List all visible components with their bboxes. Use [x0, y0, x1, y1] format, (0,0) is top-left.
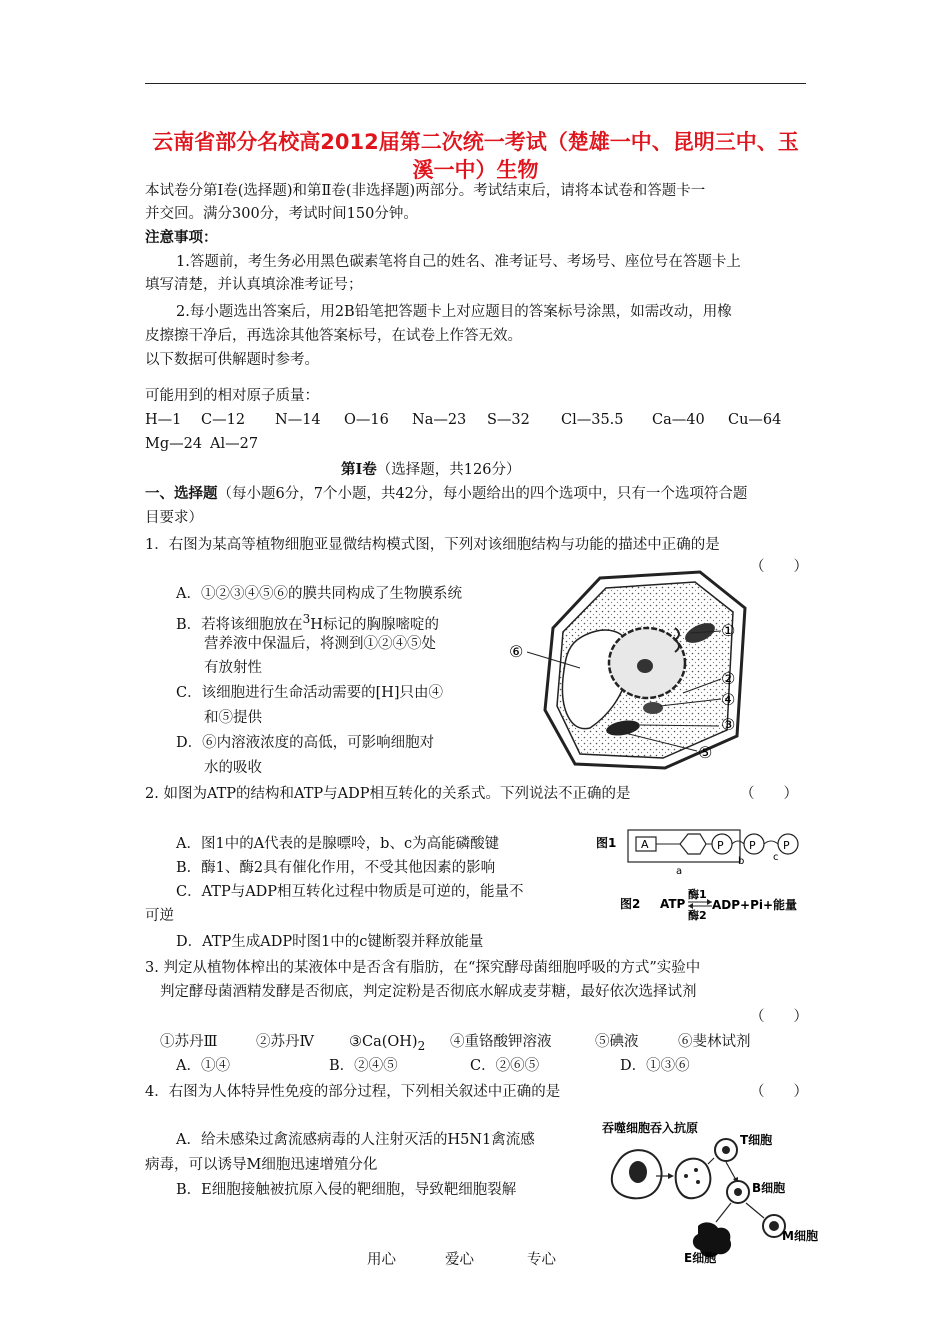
presenting-cell: [676, 1159, 711, 1199]
footer-word-1: 用心: [367, 1252, 396, 1268]
fig2-enzyme-2: 酶2: [688, 909, 707, 922]
q1-option-b-post: H标记的胸腺嘧啶的: [310, 616, 439, 633]
arrow-b-to-m: [746, 1203, 764, 1218]
q2-option-c-line-2: 可逆: [145, 908, 174, 924]
fig1-ribose: [680, 834, 706, 854]
q3-option-d: D．①③⑥: [620, 1058, 690, 1074]
arrow-t-to-b: [726, 1162, 736, 1180]
part-1-line-2: 目要求）: [145, 510, 203, 526]
q1-option-b-line-2: 营养液中保温后，将测到①②④⑤处: [204, 636, 436, 652]
fig1-bond-b: [732, 841, 744, 844]
q1-answer-bracket: （ ）: [750, 559, 808, 575]
q1-stem: 1．右图为某高等植物细胞亚显微结构模式图，下列对该细胞结构与功能的描述中正确的是: [145, 537, 720, 553]
title-line-2: 溪一中）生物: [412, 158, 539, 182]
nucleolus-shape: [637, 659, 653, 673]
q4-stem: 4．右图为人体特异性免疫的部分过程，下列相关叙述中正确的是: [145, 1084, 561, 1100]
phagocyte-nucleus: [629, 1161, 647, 1183]
q2-option-d: D．ATP生成ADP时图1中的c键断裂并释放能量: [176, 934, 484, 950]
section-1-heading: [341, 460, 520, 480]
atomic-mass-mg: Mg—24: [145, 436, 203, 452]
q1-option-a: A．①②③④⑤⑥的膜共同构成了生物膜系统: [176, 586, 462, 602]
b-cell-nucleus: [734, 1188, 742, 1196]
b-cell-label: B细胞: [752, 1181, 786, 1195]
q2-option-a: A．图1中的A代表的是腺嘌呤，b、c为高能磷酸键: [176, 836, 500, 852]
q1-option-c-line-2: 和⑤提供: [204, 710, 262, 726]
q3-reagent-1: ①苏丹Ⅲ: [160, 1034, 218, 1050]
label-2: ②: [721, 669, 736, 688]
q1-option-d-line-1: D．⑥内溶液浓度的高低，可影响细胞对: [176, 735, 435, 751]
fig1-a-label: a: [676, 866, 683, 877]
t-cell-nucleus: [722, 1146, 730, 1154]
fig1-b-label: b: [738, 856, 745, 867]
header-rule: [145, 83, 806, 84]
fig1-p2-text: P: [749, 839, 756, 852]
q3-option-c: C．②⑥⑤: [470, 1058, 540, 1074]
q3-answer-bracket: （ ）: [750, 1009, 808, 1025]
fig2-enzyme-1: 酶1: [688, 888, 707, 901]
footer-word-2: 爱心: [445, 1252, 474, 1268]
section-1-bold: 第Ⅰ卷: [341, 461, 377, 478]
label-5: ⑤: [698, 743, 713, 762]
fig1-p3-text: P: [783, 839, 790, 852]
atomic-mass-heading: 可能用到的相对原子质量：: [145, 388, 319, 404]
atomic-mass-al: Al—27: [210, 436, 259, 452]
fig1-a-text: A: [641, 838, 649, 851]
atomic-mass-cu: Cu—64: [728, 412, 782, 428]
label-4: ④: [721, 690, 736, 709]
fig1-label: 图1: [596, 836, 617, 850]
q3-stem-line-1: 3. 判定从植物体榨出的某液体中是否含有脂肪，在“探究酵母菌细胞呼吸的方式”实验中: [145, 960, 701, 976]
atomic-mass-ca: Ca—40: [652, 412, 705, 428]
q1-option-d-line-2: 水的吸收: [204, 760, 262, 776]
atomic-mass-o: O—16: [344, 412, 389, 428]
q4-immune-figure: [600, 1114, 825, 1264]
q2-atp-figure: [592, 822, 817, 922]
q3-reagent-3-text: ③Ca(OH): [349, 1034, 418, 1050]
label-3: ③: [721, 715, 736, 734]
intro-line-2: 并交回。满分300分，考试时间150分钟。: [145, 206, 418, 222]
fig2-label: 图2: [620, 897, 641, 911]
q2-stem: 2. 如图为ATP的结构和ATP与ADP相互转化的关系式。下列说法不正确的是: [145, 786, 631, 802]
fig2-products: ADP+Pi+能量: [712, 898, 798, 912]
notice-2-line-1: 2.每小题选出答案后，用2B铅笔把答题卡上对应题目的答案标号涂黑，如需改动，用橡: [176, 304, 732, 320]
label-1: ①: [721, 621, 736, 640]
q3-reagent-6: ⑥斐林试剂: [678, 1034, 751, 1050]
part-1-rest: （每小题6分，7个小题，共42分，每小题给出的四个选项中，只有一个选项符合题: [217, 486, 748, 502]
atomic-mass-n: N—14: [275, 412, 321, 428]
q3-reagent-5: ⑤碘液: [595, 1034, 639, 1050]
atomic-mass-c: C—12: [201, 412, 246, 428]
notice-2-line-2: 皮擦擦干净后，再选涂其他答案标号，在试卷上作答无效。: [145, 328, 522, 344]
q3-option-b: B．②④⑤: [329, 1058, 398, 1074]
arrow-phagocyte-mid-head: [668, 1173, 674, 1179]
intro-line-1: 本试卷分第Ⅰ卷(选择题)和第Ⅱ卷(非选择题)两部分。考试结束后，请将本试卷和答题卡一: [145, 183, 706, 199]
label-6: ⑥: [509, 642, 524, 661]
q1-option-c-line-1: C．该细胞进行生命活动需要的[H]只由④: [176, 685, 444, 701]
q3-stem-line-2: 判定酵母菌酒精发酵是否彻底，判定淀粉是否彻底水解成麦芽糖，最好依次选择试剂: [160, 984, 697, 1000]
fig1-bond-c: [764, 841, 778, 844]
notice-1-line-1: 1.答题前，考生务必用黑色碳素笔将自己的姓名、准考证号、考场号、座位号在答题卡上: [176, 254, 741, 270]
q4-option-a-line-1: A．给未感染过禽流感病毒的人注射灭活的H5N1禽流感: [176, 1132, 535, 1148]
fig2-atp: ATP: [660, 897, 686, 911]
m-cell-label: M细胞: [782, 1229, 818, 1243]
arrow-b-to-e: [716, 1203, 731, 1222]
data-reference: 以下数据可供解题时参考。: [145, 352, 319, 368]
q3-reagent-3-sub: 2: [417, 1038, 426, 1053]
q2-option-c-line-1: C．ATP与ADP相互转化过程中物质是可逆的，能量不: [176, 884, 524, 900]
q3-reagent-4: ④重铬酸钾溶液: [450, 1034, 552, 1050]
part-1-bold: 一、选择题: [145, 485, 218, 502]
t-cell-label: T细胞: [740, 1133, 773, 1147]
fig-title: 吞噬细胞吞入抗原: [602, 1121, 699, 1135]
atomic-mass-s: S—32: [487, 412, 530, 428]
footer-word-3: 专心: [527, 1252, 556, 1268]
atomic-mass-cl: Cl—35.5: [561, 412, 624, 428]
page-title: [145, 128, 806, 184]
atomic-mass-na: Na—23: [412, 412, 467, 428]
q1-option-b-pre: B．若将该细胞放在: [176, 616, 303, 633]
antigen-dot-3: [696, 1180, 700, 1184]
q4-answer-bracket: （ ）: [750, 1084, 808, 1100]
q1-option-b-line-3: 有放射性: [204, 660, 262, 676]
fig1-p1-text: P: [717, 839, 724, 852]
q4-option-a-line-2: 病毒，可以诱导M细胞迅速增殖分化: [145, 1157, 378, 1173]
q3-reagent-3: [349, 1032, 425, 1056]
notice-heading: 注意事项：: [145, 229, 218, 246]
arrow-to-t: [708, 1158, 714, 1164]
q4-option-b: B．E细胞接触被抗原入侵的靶细胞，导致靶细胞裂解: [176, 1182, 517, 1198]
part-1-line-1: [145, 484, 747, 504]
m-cell-nucleus: [769, 1221, 779, 1231]
q1-option-b-sup: 3: [302, 612, 311, 626]
antigen-dot-1: [684, 1174, 688, 1178]
q2-answer-bracket: （ ）: [740, 786, 798, 802]
section-1-rest: （选择题，共126分）: [376, 462, 521, 478]
atomic-mass-h: H—1: [145, 412, 182, 428]
antigen-dot-2: [694, 1168, 698, 1172]
fig1-c-label: c: [773, 852, 779, 863]
q1-plant-cell-figure: [505, 568, 775, 778]
q2-option-b: B．酶1、酶2具有催化作用，不受其他因素的影响: [176, 860, 496, 876]
mitochondrion-shape: [643, 702, 663, 714]
q1-option-b-line-1: [176, 609, 439, 635]
notice-1-line-2: 填写清楚，并认真填涂准考证号；: [145, 277, 363, 293]
title-line-1: 云南省部分名校高2012届第二次统一考试（楚雄一中、昆明三中、玉: [152, 130, 799, 154]
q3-reagent-2: ②苏丹Ⅳ: [256, 1034, 314, 1050]
q3-option-a: A．①④: [176, 1058, 230, 1074]
e-cell-label: E细胞: [684, 1251, 717, 1264]
